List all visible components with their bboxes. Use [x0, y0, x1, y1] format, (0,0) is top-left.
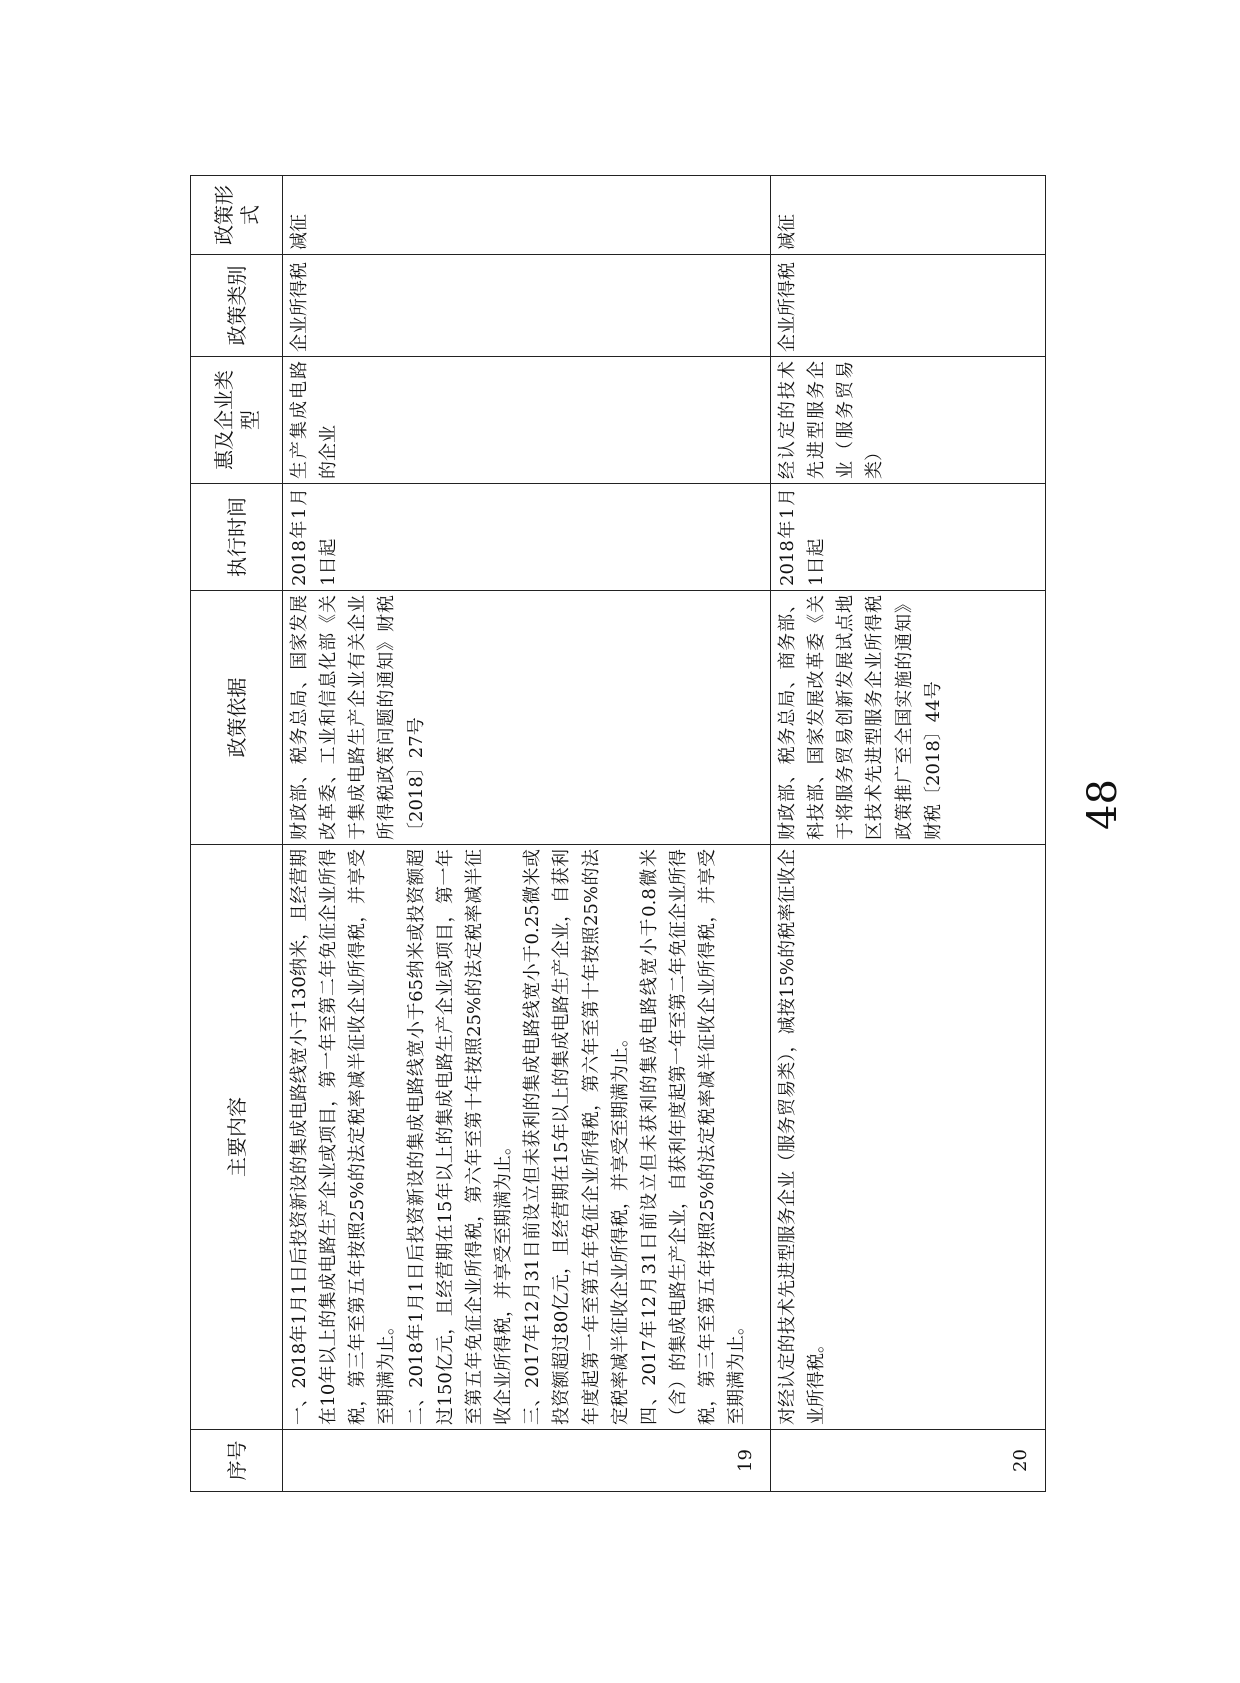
table-row [771, 176, 1046, 1492]
row-form: 减征 [283, 176, 771, 255]
content-item: 对经认定的技术先进型服务企业（服务贸易类），减按15%的税率征收企业所得税。 [777, 849, 828, 1425]
row-form: 减征 [771, 176, 1046, 255]
header-enterprise: 惠及企业类型 [191, 357, 283, 484]
row-seq: 20 [771, 1430, 1046, 1492]
row-basis: 财政部、税务总局、商务部、科技部、国家发展改革委《关于将服务贸易创新发展试点地区技术先进型服务企业所得税政策推广至全国实施的通知》财税〔2018〕44号 [771, 591, 1046, 845]
content-item: 三、2017年12月31日前设立但未获利的集成电路线宽小于0.25微米或投资额超过80亿元，且经营期在15年以上的集成电路生产企业，自获利年度起第一年至第五年免征企业所得税，第六年至第十年按照25%的法定税率减半征收企业所得税，并享受至期满为止。 [522, 849, 631, 1425]
header-seq: 序号 [191, 1430, 283, 1492]
row-enterprise: 经认定的技术先进型服务企业（服务贸易类） [771, 357, 1046, 484]
rotated-page [190, 176, 1045, 1492]
row-category: 企业所得税 [771, 255, 1046, 357]
row-enterprise: 生产集成电路的企业 [283, 357, 771, 484]
row-time: 2018年1月1日起 [771, 484, 1046, 591]
row-time: 2018年1月1日起 [283, 484, 771, 591]
content-item: 四、2017年12月31日前设立但未获利的集成电路线宽小于0.8微米（含）的集成电路生产企业，自获利年度起第一年至第二年免征企业所得税，第三年至第五年按照25%的法定税率减半征收企业所得税，并享受至期满为止。 [638, 849, 748, 1425]
header-time: 执行时间 [191, 484, 283, 591]
row-basis: 财政部、税务总局、国家发展改革委、工业和信息化部《关于集成电路生产企业有关企业所得税政策问题的通知》财税〔2018〕27号 [283, 591, 771, 845]
row-category: 企业所得税 [283, 255, 771, 357]
content-item: 一、2018年1月1日后投资新设的集成电路线宽小于130纳米，且经营期在10年以上的集成电路生产企业或项目，第一年至第二年免征企业所得税，第三年至第五年按照25%的法定税率减半征收企业所得税，并享受至期满为止。 [289, 849, 398, 1425]
row-seq: 19 [283, 1430, 771, 1492]
header-row [191, 176, 283, 1492]
row-content [283, 845, 771, 1430]
policy-table [190, 175, 1046, 1492]
row-content [771, 845, 1046, 1430]
header-category: 政策类别 [191, 255, 283, 357]
content-item: 二、2018年1月1日后投资新设的集成电路线宽小于65纳米或投资额超过150亿元，且经营期在15年以上的集成电路生产企业或项目，第一年至第五年免征企业所得税，第六年至第十年按照25%的法定税率减半征收企业所得税，并享受至期满为止。 [405, 849, 515, 1425]
header-content: 主要内容 [191, 845, 283, 1430]
header-form: 政策形式 [191, 176, 283, 255]
table-row [283, 176, 771, 1492]
page-number: 48 [1080, 779, 1126, 830]
header-basis: 政策依据 [191, 591, 283, 845]
